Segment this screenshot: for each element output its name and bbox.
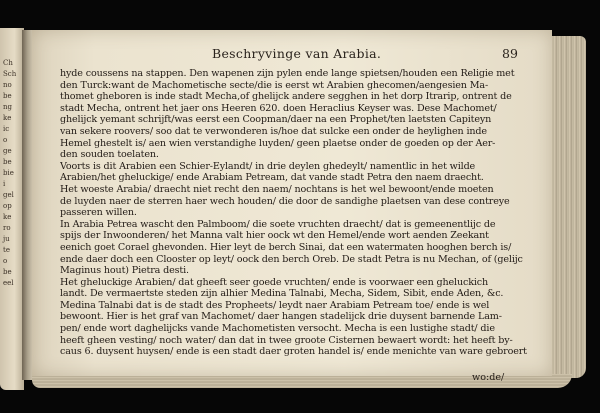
edge-fragment: o — [3, 257, 8, 265]
text-line: bewoont. Hier is het graf van Machomet/ daer hangen stadelijck drie duysent barnende Lam- — [60, 311, 502, 323]
text-line: stadt Mecha, ontrent het jaer ons Heeren 620. doen Heraclius Keyser was. Dese Machomet/ — [60, 102, 497, 114]
text-line: thomet gheboren is inde stadt Mecha,of ghelijck andere segghen in het dorp Itrarip, ontrent de — [60, 91, 512, 103]
text-line: passeren willen. — [60, 207, 137, 219]
text-line: Het gheluckige Arabien/ dat gheeft seer goede vruchten/ ende is voorwaer een gheluckich — [60, 276, 489, 288]
text-line: de luyden naer de sterren haer wech houden/ die door de sandighe plaetsen van dese contreye — [60, 195, 510, 207]
edge-fragment: ge — [3, 147, 12, 155]
page-stack-right — [548, 36, 586, 378]
edge-fragment: Ch — [3, 59, 13, 67]
text-line: Maginus hout) Pietra desti. — [60, 265, 189, 277]
text-line: Medina Talnabi dat is de stadt des Propheets/ leydt naer Arabiam Petream toe/ ende is wel — [60, 299, 490, 311]
page-number: 89 — [502, 46, 518, 61]
catchword: wo:de/ — [472, 372, 505, 383]
text-line: van sekere roovers/ soo dat te verwonderen is/hoe dat sulcke een onder de heylighen inde — [60, 125, 487, 137]
edge-fragment: ju — [3, 235, 10, 243]
right-page — [32, 30, 552, 383]
edge-fragment: be — [3, 268, 12, 276]
text-line: hyde coussens na stappen. Den wapenen zijn pylen ende lange spietsen/houden een Religie met — [60, 68, 515, 79]
left-page-edge-text — [3, 58, 16, 289]
page-header — [32, 46, 552, 64]
text-line: Het woeste Arabia/ draecht niet recht den naem/ nochtans is het wel bewoont/ende moeten — [60, 183, 494, 195]
edge-fragment: ke — [3, 114, 12, 122]
text-line: pen/ ende wort daghelijcks vande Machometisten versocht. Mecha is een lustighe stadt/ die — [60, 323, 495, 335]
text-line: ende daer doch een Clooster op leyt/ oock den berch Oreb. De stadt Petra is nu Mechan, of (gelijc — [60, 253, 523, 265]
edge-fragment: op — [3, 202, 12, 210]
text-line: den Turck:want de Machometische secte/die is eerst wt Arabien ghecomen/aengesien Ma- — [60, 79, 489, 91]
edge-fragment: ro — [3, 224, 11, 232]
edge-fragment: o — [3, 136, 8, 144]
running-title: Beschryvinge van Arabia. — [212, 46, 382, 61]
text-line: Voorts is dit Arabien een Schier-Eylandt/ in drie deylen ghedeylt/ namentlic in het wilde — [60, 160, 476, 172]
edge-fragment: no — [3, 81, 12, 89]
text-line: landt. De vermaertste steden zijn alhier Medina Talnabi, Mecha, Sidem, Sibit, ende Aden, &c. — [60, 288, 504, 300]
text-line: eenich goet Corael ghevonden. Hier leyt de berch Sinai, dat een watermaten hooghen berch is/ — [60, 241, 512, 253]
edge-fragment: i — [3, 180, 6, 188]
book-spread — [0, 6, 596, 411]
text-line: ghelijck yemant schrijft/was eerst een Coopman/daer na een Prophet/ten laetsten Capiteyn — [60, 114, 492, 126]
body-text — [60, 68, 528, 378]
text-line: Arabien/het gheluckige/ ende Arabiam Petream, dat vande stadt Petra den naem draecht. — [60, 172, 484, 184]
text-line: caus 6. duysent huysen/ ende is een stadt daer groten handel is/ ende menichte van ware gebroert — [60, 346, 527, 358]
edge-fragment: ke — [3, 213, 12, 221]
text-line: In Arabia Petrea wascht den Palmboom/ die soete vruchten draecht/ dat is gemeenentlijc de — [60, 218, 496, 230]
edge-fragment: ic — [3, 125, 10, 133]
edge-fragment: eel — [3, 279, 14, 287]
edge-fragment: be — [3, 158, 12, 166]
text-line: den souden toelaten. — [60, 149, 159, 161]
edge-fragment: bie — [3, 169, 14, 177]
edge-fragment: Sch — [3, 70, 17, 78]
edge-fragment: be — [3, 92, 12, 100]
text-line: Hemel ghestelt is/ aen wien verstandighe luyden/ geen plaetse onder de goeden op der Aer- — [60, 137, 496, 149]
left-page-edge — [0, 28, 24, 390]
text-line: heeft gheen vesting/ noch water/ dan dat in twee groote Cisternen bewaert wordt: het heeft by- — [60, 334, 513, 346]
text-line: spijs der Inwoonderen/ het Manna valt hier oock wt den Hemel/ende wort aenden Zeekant — [60, 230, 489, 242]
edge-fragment: te — [3, 246, 10, 254]
edge-fragment: gel — [3, 191, 14, 199]
edge-fragment: ng — [3, 103, 12, 111]
